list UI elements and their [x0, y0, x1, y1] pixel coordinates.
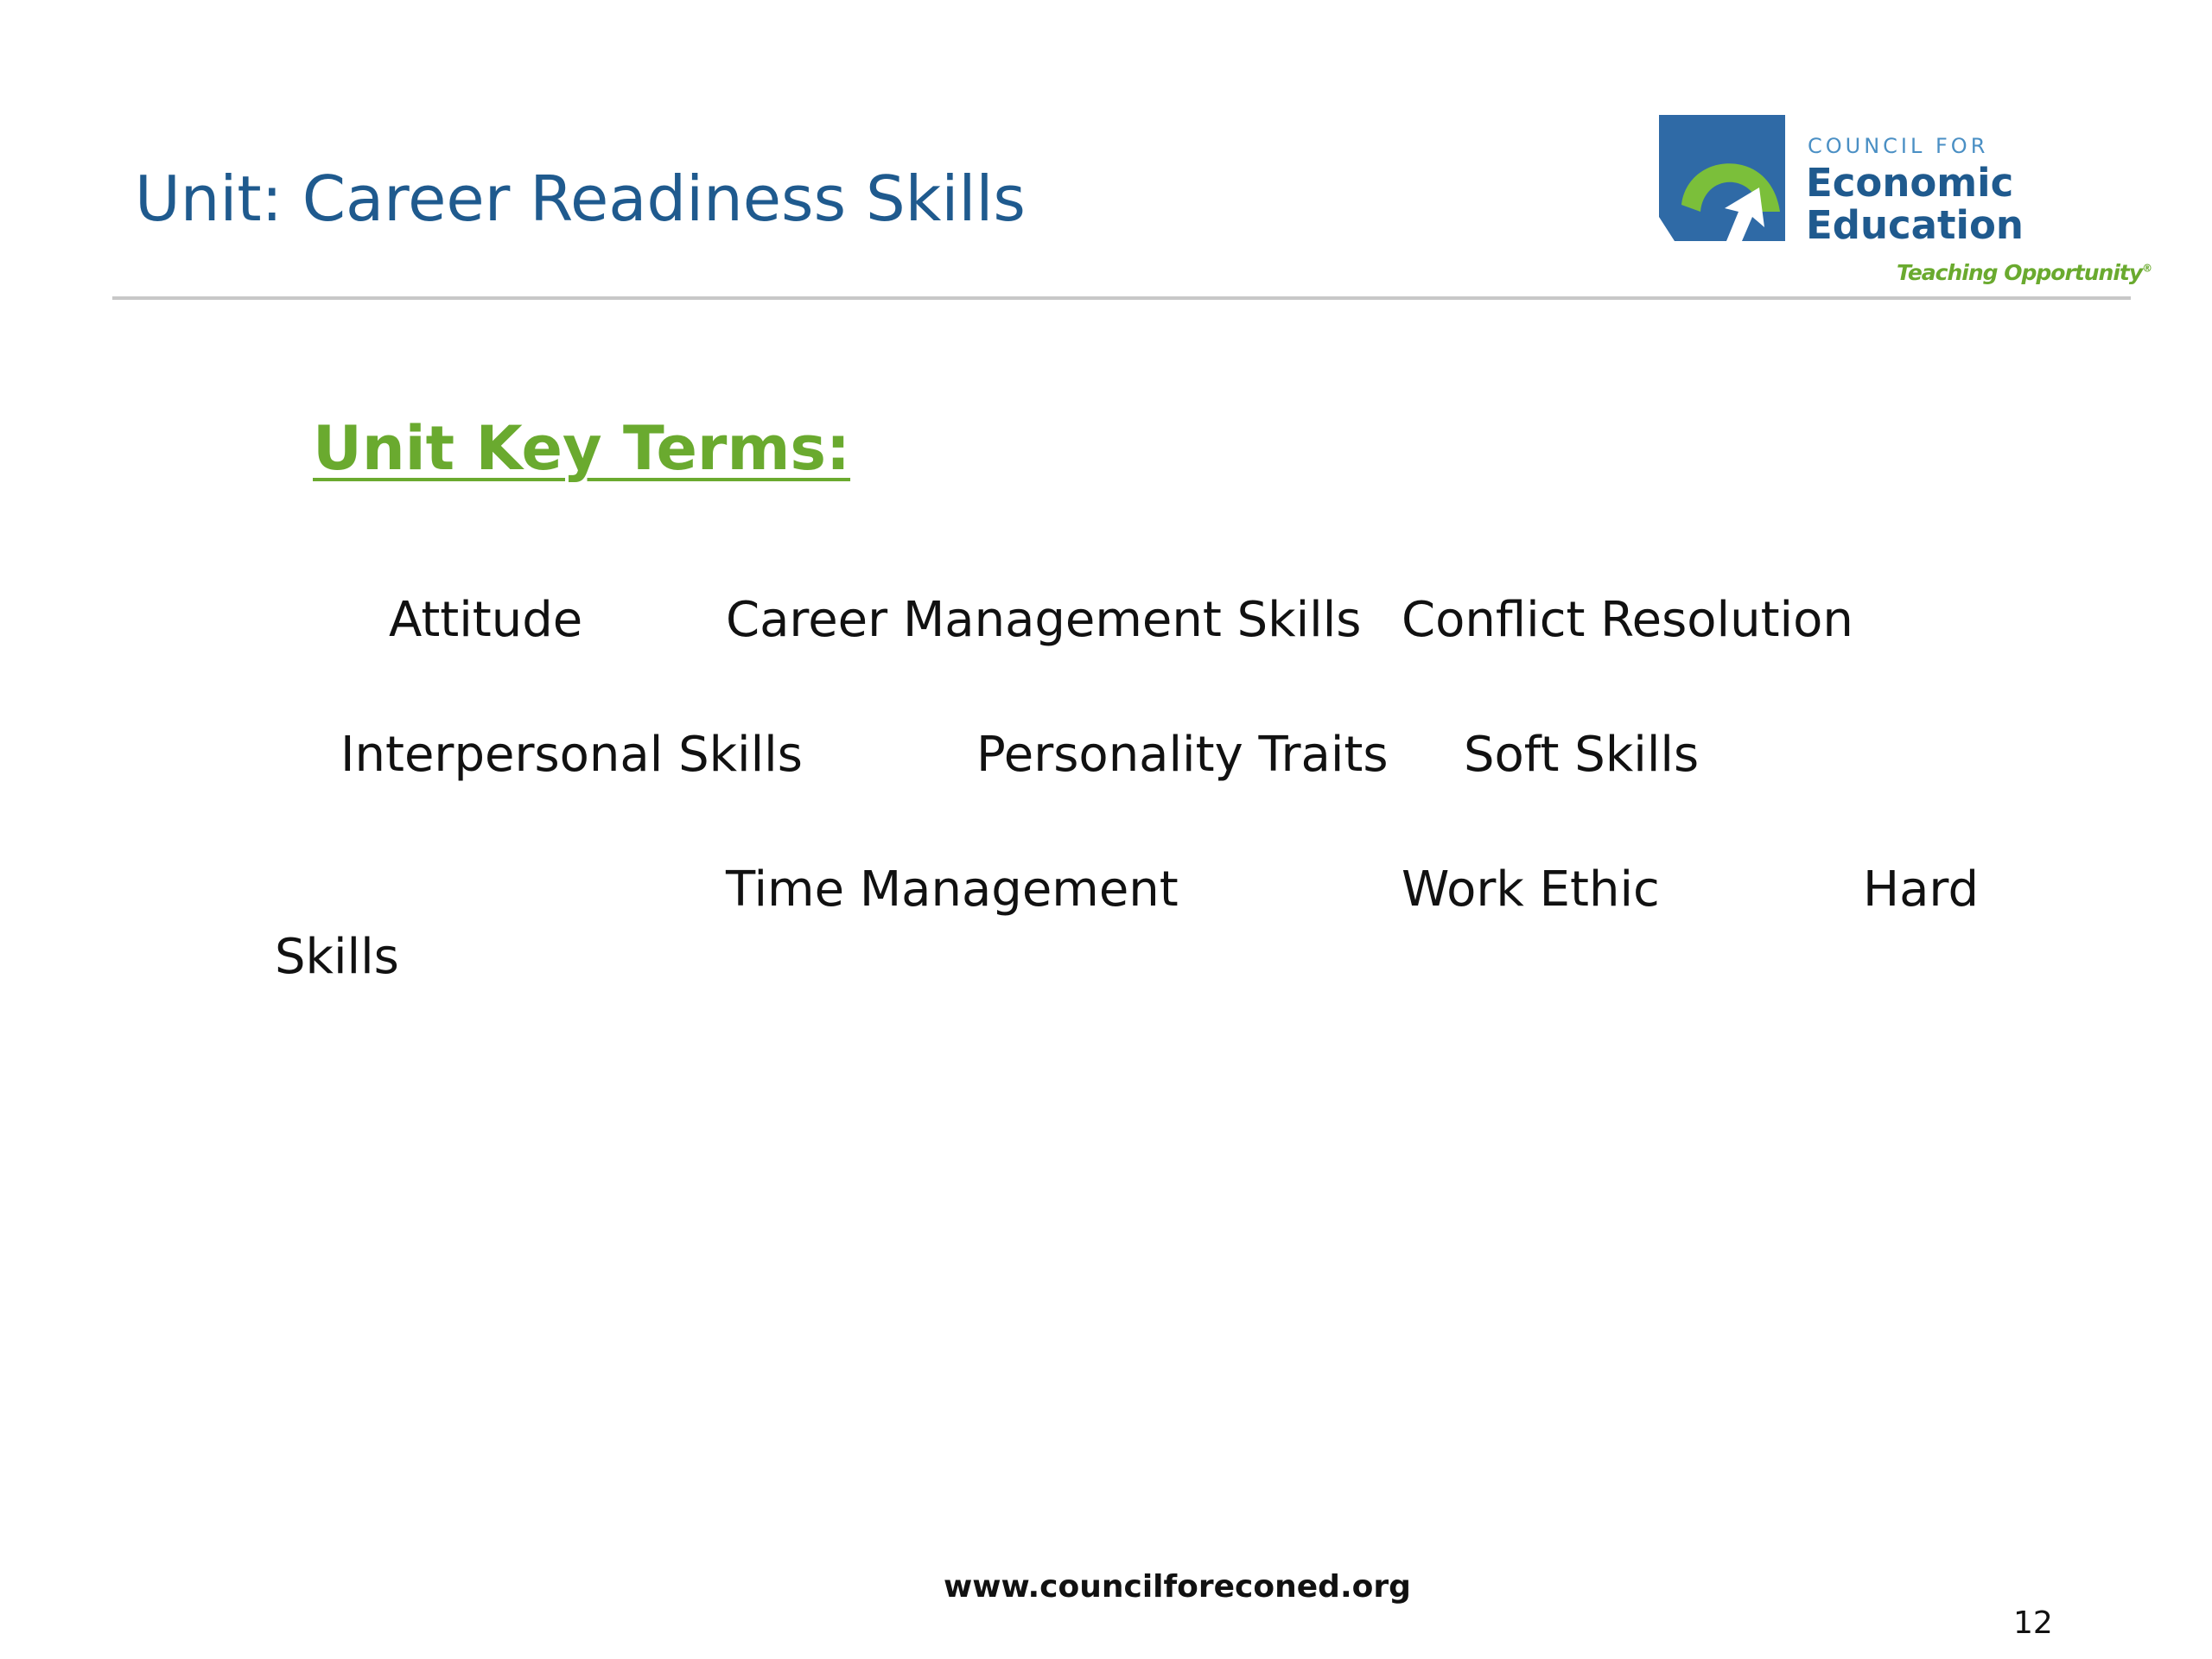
logo-education-text: Education	[1806, 202, 2024, 248]
term-personality-traits: Personality Traits	[976, 727, 1389, 783]
term-hard: Hard	[1863, 861, 1980, 918]
term-interpersonal-skills: Interpersonal Skills	[340, 727, 803, 783]
logo-tagline-text: Teaching Opportunity	[1897, 260, 2143, 285]
council-logo-icon	[1659, 115, 1785, 241]
term-attitude: Attitude	[389, 592, 583, 648]
logo-council-for-text: COUNCIL FOR	[1808, 134, 1989, 158]
slide-title: Unit: Career Readiness Skills	[135, 162, 1026, 235]
footer-url: www.councilforeconed.org	[944, 1569, 1411, 1605]
logo-economic-text: Economic	[1806, 160, 2014, 206]
title-divider	[112, 296, 2131, 300]
term-career-management-skills: Career Management Skills	[726, 592, 1362, 648]
page-number: 12	[2013, 1605, 2053, 1641]
term-soft-skills: Soft Skills	[1464, 727, 1700, 783]
term-work-ethic: Work Ethic	[1402, 861, 1660, 918]
council-logo	[1659, 115, 2152, 296]
registered-mark: ®	[2142, 262, 2152, 275]
term-skills: Skills	[275, 929, 399, 985]
term-time-management: Time Management	[726, 861, 1179, 918]
term-conflict-resolution: Conflict Resolution	[1402, 592, 1853, 648]
unit-key-terms-heading: Unit Key Terms:	[313, 413, 851, 484]
logo-tagline	[1897, 260, 2152, 285]
